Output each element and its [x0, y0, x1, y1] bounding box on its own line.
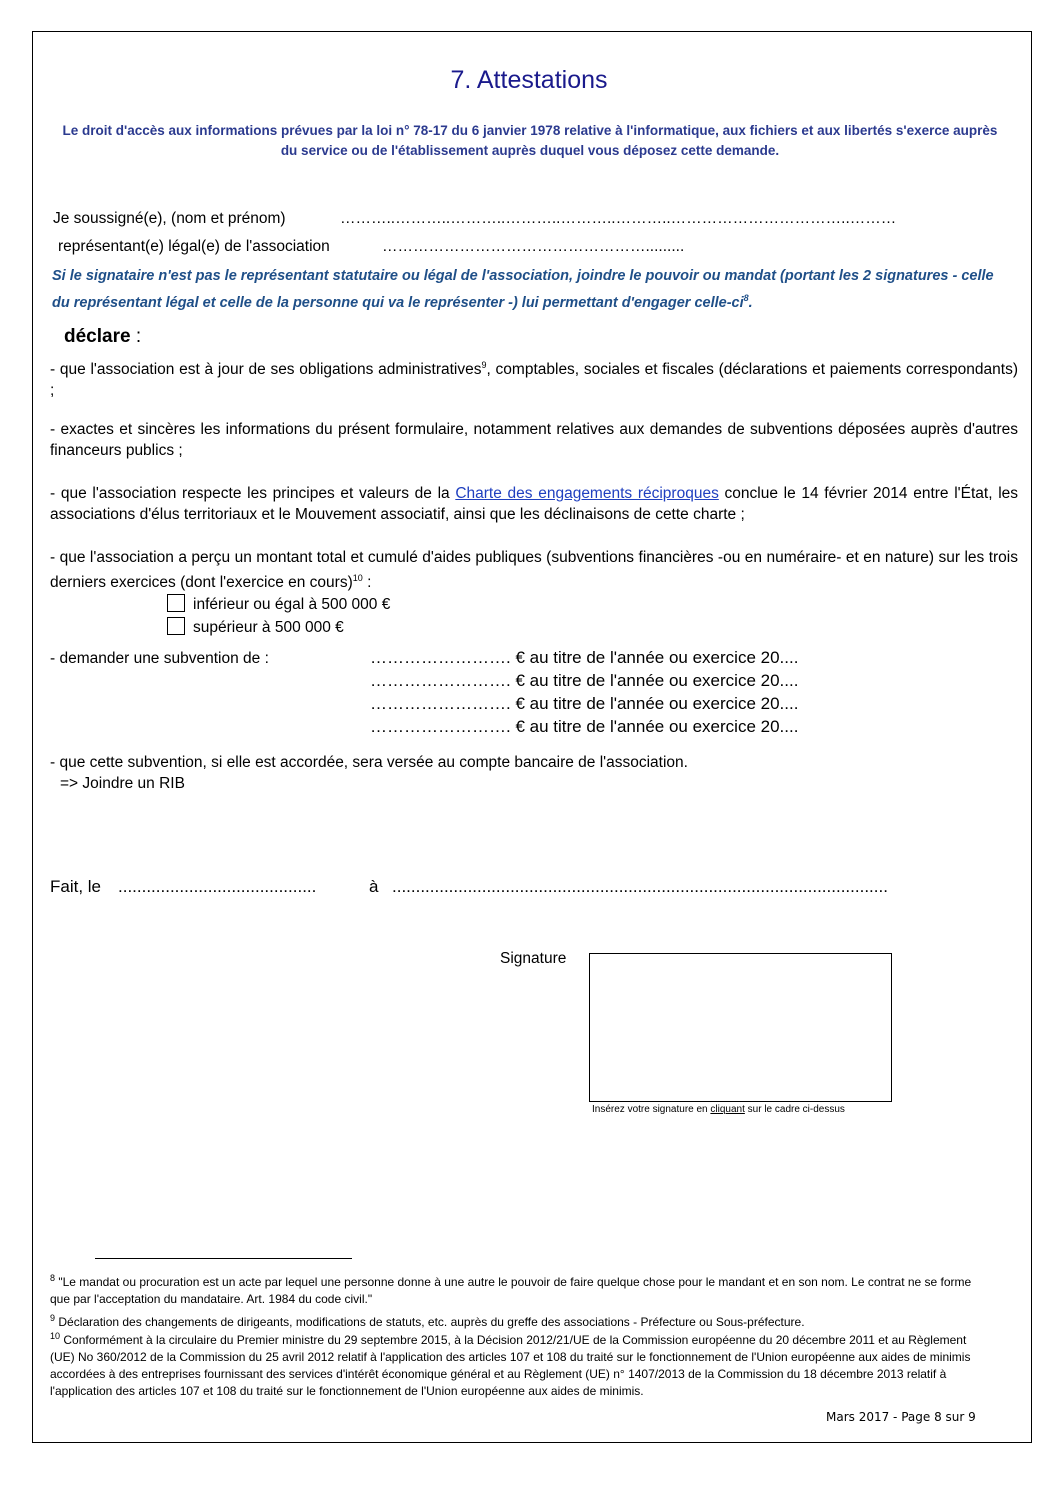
- place-label: à: [369, 877, 379, 896]
- page-title: 7. Attestations: [450, 66, 608, 94]
- footnote-9: $^9$ Déclaration des changements de dirigeants, modifications de statuts, etc. auprès du greffe des associations - Préfecture ou Sous-préfecture.: [50, 1313, 805, 1329]
- footnote-8: $^8$ "Le mandat ou procuration est un acte par lequel une personne donne à une autre le pouvoir de faire quelque chose pour le mandant et en son nom. Le contrat ne se forme que par l'acceptation du mandataire. Art. 1984 du code civil.": [50, 1273, 972, 1306]
- footnote-separator: [95, 1258, 352, 1259]
- place-field[interactable]: .........................................................................................................: [392, 877, 888, 896]
- intro-text: Le droit d'accès aux informations prévues par la loi n° 78-17 du 6 janvier 1978 relative à l'informatique, aux fichiers et aux libertés s'exerce auprès du service ou de l'établissement auprès duquel vous déposez cette demande.: [62, 123, 998, 158]
- name-label: Je soussigné(e), (nom et prénom): [53, 210, 286, 227]
- declaration-item-charter: - que l'association respecte les principes et valeurs de la Charte des engagements réciproques conclue le 14 février 2014 entre l'État, les associations d'élus territoriaux et le Mouvement associatif, ainsi que les déclinaisons de cette charte ;: [50, 485, 1019, 523]
- subvention-line-3[interactable]: ……………………. € au titre de l'année ou exercice 20....: [370, 694, 799, 713]
- subvention-label: - demander une subvention de :: [50, 650, 269, 667]
- charter-link[interactable]: Charte des engagements réciproques: [455, 485, 719, 502]
- representative-label: représentant(e) légal(e) de l'association: [58, 238, 330, 255]
- page-footer: Mars 2017 - Page 8 sur 9: [826, 1410, 976, 1424]
- declaration-item-public-aid: - que l'association a perçu un montant total et cumulé d'aides publiques (subventions financières -ou en numéraire- et en nature) sur les trois derniers exercices (dont l'exercice en cours)$^{10}$ :: [50, 549, 1018, 592]
- option-above-500k[interactable]: supérieur à 500 000 €: [167, 617, 344, 637]
- declaration-item-obligations: - que l'association est à jour de ses obligations administratives$^9$, comptables, sociales et fiscales (déclarations et paiements correspondants) ;: [50, 360, 1018, 400]
- signature-hint-link[interactable]: cliquant: [710, 1104, 745, 1115]
- signature-box[interactable]: [589, 953, 892, 1102]
- checkbox-above-500k[interactable]: [167, 617, 185, 635]
- subvention-line-1[interactable]: ……………………. € au titre de l'année ou exercice 20....: [370, 648, 799, 667]
- signatory-note: Si le signataire n'est pas le représentant statutaire ou légal de l'association, joindre le pouvoir ou mandat (portant les 2 signatures - celle du représentant légal et celle de la personne qui va le représenter -) lui permettant d'engager celle-$ci^8$.: [52, 268, 994, 311]
- signature-label: Signature: [500, 950, 567, 967]
- representative-field[interactable]: …………………………………………….........: [382, 238, 685, 255]
- declare-heading: déclare :: [64, 326, 142, 347]
- declaration-item-bank: - que cette subvention, si elle est accordée, sera versée au compte bancaire de l'association.: [50, 754, 688, 771]
- subvention-line-2[interactable]: ……………………. € au titre de l'année ou exercice 20....: [370, 671, 799, 690]
- subvention-line-4[interactable]: ……………………. € au titre de l'année ou exercice 20....: [370, 717, 799, 736]
- option-below-500k[interactable]: inférieur ou égal à 500 000 €: [167, 594, 390, 614]
- checkbox-below-500k[interactable]: [167, 594, 185, 612]
- fait-label: Fait, le: [50, 877, 102, 896]
- rib-note: => Joindre un RIB: [60, 775, 185, 792]
- name-field[interactable]: ………..………..………..………..………..………..……………………………..………: [340, 210, 897, 227]
- footnote-10: $^{10}$ Conformément à la circulaire du Premier ministre du 29 septembre 2015, à la Décision 2012/21/UE de la Commission européenne du 20 décembre 2011 et au Règlement (UE) No 360/2012 de la Commission du 25 avril 2012 relatif à l'application des articles 107 et 108 du traité sur le fonctionnement de l'Union européenne aux aides de minimis accordées à des entreprises fournissant des services d'intérêt économique général et au Règlement (UE) n° 1407/2013 de la Commission du 18 décembre 2013 relatif à l'application des articles 107 et 108 du traité sur le fonctionnement de l'Union européenne aux aides de minimis.: [50, 1331, 971, 1398]
- declaration-item-information: - exactes et sincères les informations du présent formulaire, notamment relatives aux demandes de subventions déposées auprès d'autres financeurs publics ;: [50, 421, 1018, 459]
- date-field[interactable]: ..........................................: [118, 877, 317, 896]
- signature-hint: Insérez votre signature en cliquant sur le cadre ci-dessus: [592, 1104, 845, 1115]
